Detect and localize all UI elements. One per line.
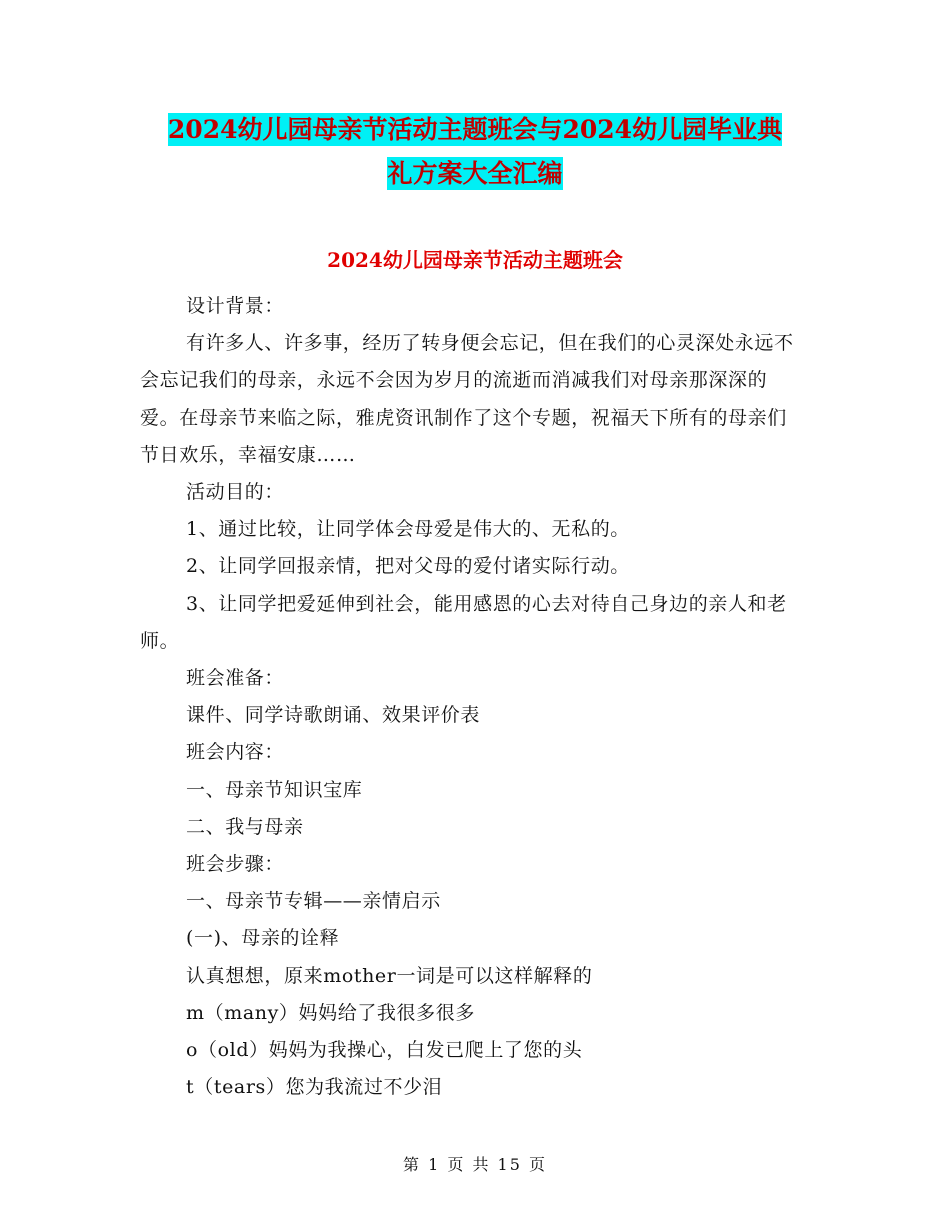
- document-body: [140, 288, 800, 1106]
- paragraph: 班会步骤：: [186, 853, 285, 876]
- paragraph: 活动目的：: [186, 481, 285, 504]
- paragraph: t（tears）您为我流过不少泪: [186, 1076, 443, 1099]
- paragraph: 课件、同学诗歌朗诵、效果评价表: [186, 704, 481, 727]
- paragraph: 认真想想，原来mother一词是可以这样解释的: [186, 964, 593, 987]
- paragraph: 班会准备：: [186, 667, 285, 690]
- paragraph: 班会内容：: [186, 741, 285, 764]
- document-title-line-2: [140, 150, 810, 198]
- paragraph: 一、母亲节知识宝库: [186, 778, 363, 801]
- title-highlight: 礼方案大全汇编: [387, 159, 563, 188]
- paragraph: 3、让同学把爱延伸到社会，能用感恩的心去对待自己身边的亲人和老师。: [140, 592, 787, 652]
- paragraph: 有许多人、许多事，经历了转身便会忘记，但在我们的心灵深处永远不会忘记我们的母亲，永远不会因为岁月的流逝而消减我们对母亲那深深的爱。在母亲节来临之际，雅虎资讯制作了这个专题，祝福天下所有的母亲们节日欢乐，幸福安康……: [140, 332, 794, 466]
- paragraph: 二、我与母亲: [186, 815, 304, 838]
- paragraph: o（old）妈妈为我操心，白发已爬上了您的头: [186, 1039, 583, 1062]
- document-title-line-1: [120, 106, 830, 154]
- section-heading: 2024幼儿园母亲节活动主题班会: [327, 248, 623, 272]
- paragraph: (一)、母亲的诠释: [186, 927, 340, 950]
- paragraph: 设计背景：: [186, 295, 285, 317]
- paragraph: 一、母亲节专辑——亲情启示: [186, 890, 441, 913]
- title-highlight: 2024幼儿园母亲节活动主题班会与2024幼儿园毕业典: [167, 115, 783, 144]
- page-number: 第 1 页 共 15 页: [403, 1155, 547, 1174]
- paragraph: m（many）妈妈给了我很多很多: [186, 1001, 475, 1024]
- paragraph: 1、通过比较，让同学体会母爱是伟大的、无私的。: [186, 518, 630, 541]
- paragraph: 2、让同学回报亲情，把对父母的爱付诸实际行动。: [186, 555, 630, 578]
